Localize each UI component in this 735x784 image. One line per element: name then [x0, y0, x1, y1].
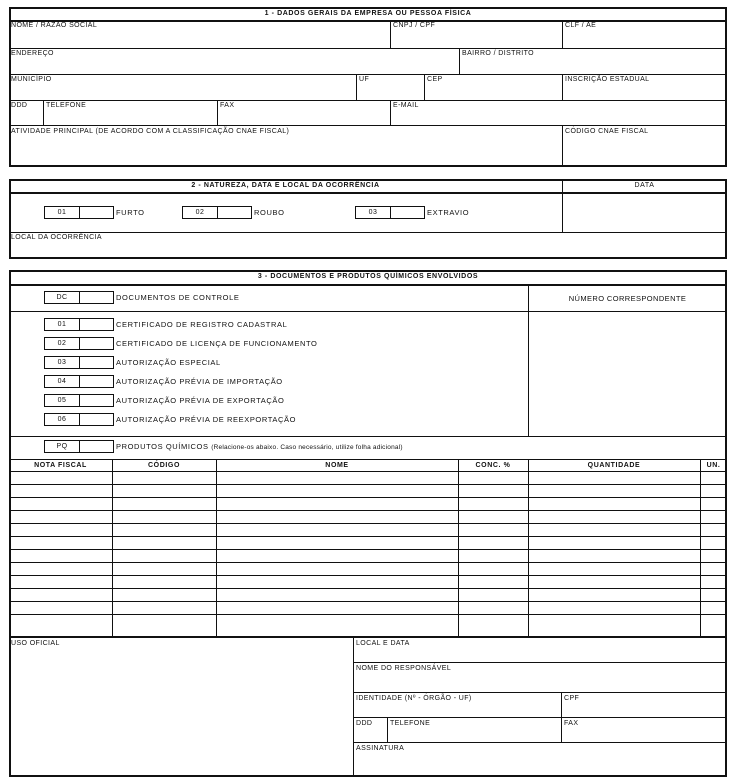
section2-frame — [9, 179, 727, 259]
divider — [9, 20, 727, 22]
table-row — [9, 536, 727, 537]
divider — [216, 459, 217, 636]
doc-01-label: CERTIFICADO DE REGISTRO CADASTRAL — [116, 320, 288, 329]
divider — [356, 74, 357, 100]
email-label: E-MAIL — [393, 102, 419, 109]
uso-oficial-label: USO OFICIAL — [11, 640, 60, 647]
section2-title: 2 - NATUREZA, DATA E LOCAL DA OCORRÊNCIA — [191, 182, 380, 189]
doc-04-label: AUTORIZAÇÃO PRÉVIA DE IMPORTAÇÃO — [116, 377, 283, 386]
pq-checkbox[interactable] — [44, 440, 114, 453]
table-row — [9, 549, 727, 550]
divider — [9, 232, 727, 233]
identidade-label: IDENTIDADE (Nº - ÓRGÃO - UF) — [356, 695, 472, 702]
divider — [9, 436, 727, 437]
footer-fax-label: FAX — [564, 720, 579, 727]
bairro-label: BAIRRO / DISTRITO — [462, 50, 535, 57]
divider — [353, 742, 727, 743]
table-row — [9, 497, 727, 498]
divider — [9, 311, 727, 312]
divider — [9, 284, 727, 286]
dc-label: DOCUMENTOS DE CONTROLE — [116, 293, 240, 302]
divider — [112, 459, 113, 636]
divider — [390, 100, 391, 125]
col-codigo: CÓDIGO — [148, 462, 180, 469]
divider — [217, 100, 218, 125]
doc-05-label: AUTORIZAÇÃO PRÉVIA DE EXPORTAÇÃO — [116, 396, 285, 405]
divider — [353, 636, 354, 777]
dc-checkbox[interactable] — [44, 291, 114, 304]
furto-label: FURTO — [116, 208, 145, 217]
pq-title: PRODUTOS QUÍMICOS — [116, 442, 209, 451]
clf-label: CLF / AE — [565, 22, 597, 29]
divider — [9, 100, 727, 101]
table-bottom-line — [9, 636, 727, 638]
divider — [459, 48, 460, 74]
pq-note: (Relacione-os abaixo. Caso necessário, utilize folha adicional) — [211, 444, 403, 451]
codigo-cnae-label: CÓDIGO CNAE FISCAL — [565, 128, 649, 135]
footer-ddd-label: DDD — [356, 720, 373, 727]
extravio-checkbox[interactable] — [355, 206, 425, 219]
divider — [387, 717, 388, 742]
extravio-label: EXTRAVIO — [427, 208, 470, 217]
table-row — [9, 575, 727, 576]
divider — [562, 74, 563, 100]
table-row — [9, 588, 727, 589]
doc-06-checkbox[interactable] — [44, 413, 114, 426]
divider — [528, 459, 529, 636]
local-ocorrencia-label: LOCAL DA OCORRÊNCIA — [11, 234, 102, 241]
col-conc: CONC. % — [475, 462, 511, 469]
code: DC — [45, 292, 80, 303]
doc-03-checkbox[interactable] — [44, 356, 114, 369]
pq-label — [116, 442, 403, 451]
divider — [390, 20, 391, 48]
municipio-label: MUNICÍPIO — [11, 76, 52, 83]
nome-label: NOME / RAZÃO SOCIAL — [11, 22, 98, 29]
uf-label: UF — [359, 76, 370, 83]
divider — [9, 74, 727, 75]
data-label: DATA — [634, 182, 655, 189]
fax-label: FAX — [220, 102, 235, 109]
doc-01-checkbox[interactable] — [44, 318, 114, 331]
code: 03 — [45, 357, 80, 368]
doc-03-label: AUTORIZAÇÃO ESPECIAL — [116, 358, 221, 367]
cpf-label: CPF — [564, 695, 580, 702]
section1-frame — [9, 7, 727, 167]
inscricao-label: INSCRIÇÃO ESTADUAL — [565, 76, 650, 83]
numero-correspondente-label: NÚMERO CORRESPONDENTE — [568, 294, 687, 303]
section1-title: 1 - DADOS GERAIS DA EMPRESA OU PESSOA FÍSICA — [264, 10, 472, 17]
atividade-label: ATIVIDADE PRINCIPAL (DE ACORDO COM A CLASSIFICAÇÃO CNAE FISCAL) — [11, 128, 290, 135]
divider — [353, 662, 727, 663]
code: 06 — [45, 414, 80, 425]
table-top-line — [9, 459, 727, 460]
table-row — [9, 601, 727, 602]
table-row — [9, 510, 727, 511]
doc-06-label: AUTORIZAÇÃO PRÉVIA DE REEXPORTAÇÃO — [116, 415, 297, 424]
table-row — [9, 614, 727, 615]
cep-label: CEP — [427, 76, 443, 83]
divider — [458, 459, 459, 636]
table-header-line — [9, 471, 727, 472]
ddd-label: DDD — [11, 102, 28, 109]
code: 03 — [356, 207, 391, 218]
roubo-label: ROUBO — [254, 208, 285, 217]
code: PQ — [45, 441, 80, 452]
col-nome: NOME — [325, 462, 349, 469]
divider — [353, 717, 727, 718]
code: 02 — [45, 338, 80, 349]
divider — [43, 100, 44, 125]
furto-checkbox[interactable] — [44, 206, 114, 219]
code: 02 — [183, 207, 218, 218]
code: 05 — [45, 395, 80, 406]
endereco-label: ENDEREÇO — [11, 50, 54, 57]
doc-02-checkbox[interactable] — [44, 337, 114, 350]
divider — [562, 125, 563, 167]
doc-04-checkbox[interactable] — [44, 375, 114, 388]
telefone-label: TELEFONE — [46, 102, 87, 109]
cnpj-label: CNPJ / CPF — [393, 22, 436, 29]
col-un: UN. — [706, 462, 721, 469]
code: 01 — [45, 319, 80, 330]
local-data-label: LOCAL E DATA — [356, 640, 410, 647]
code: 01 — [45, 207, 80, 218]
code: 04 — [45, 376, 80, 387]
divider — [700, 459, 701, 636]
table-row — [9, 484, 727, 485]
divider — [9, 192, 727, 194]
divider — [528, 284, 529, 436]
responsavel-label: NOME DO RESPONSÁVEL — [356, 665, 452, 672]
footer-telefone-label: TELEFONE — [390, 720, 431, 727]
table-row — [9, 562, 727, 563]
divider — [353, 692, 727, 693]
doc-05-checkbox[interactable] — [44, 394, 114, 407]
doc-02-label: CERTIFICADO DE LICENÇA DE FUNCIONAMENTO — [116, 339, 318, 348]
table-row — [9, 523, 727, 524]
col-quantidade: QUANTIDADE — [587, 462, 641, 469]
roubo-checkbox[interactable] — [182, 206, 252, 219]
assinatura-label: ASSINATURA — [356, 745, 405, 752]
divider — [424, 74, 425, 100]
divider — [9, 125, 727, 126]
col-nota-fiscal: NOTA FISCAL — [34, 462, 87, 469]
divider — [9, 48, 727, 49]
section3-title: 3 - DOCUMENTOS E PRODUTOS QUÍMICOS ENVOLVIDOS — [257, 273, 479, 280]
divider — [562, 20, 563, 48]
